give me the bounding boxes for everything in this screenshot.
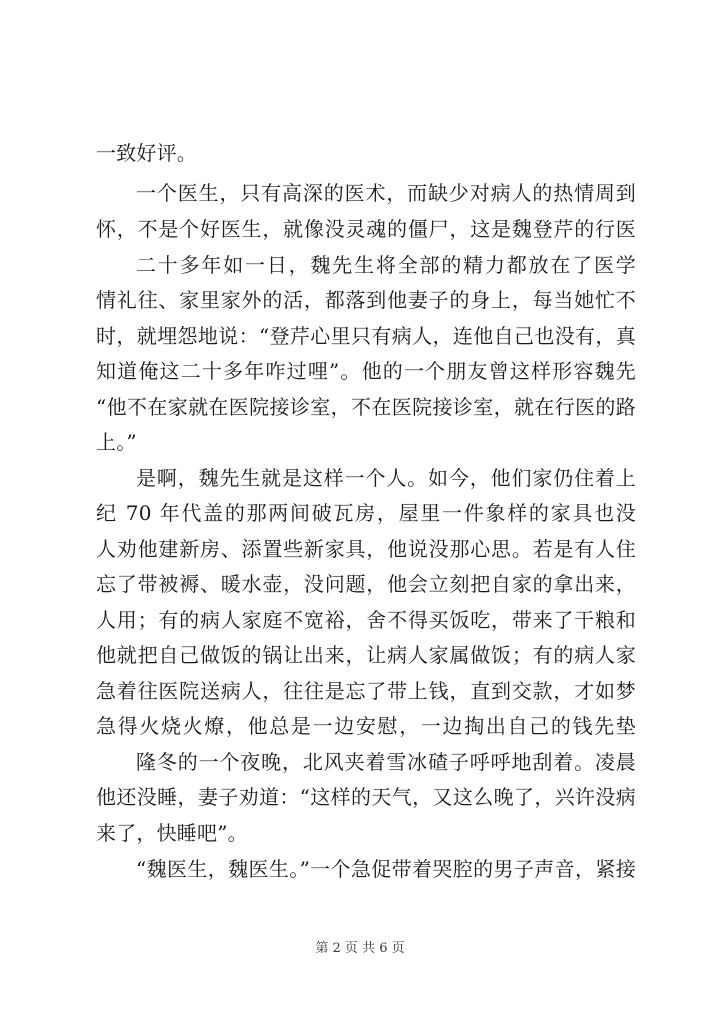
text-line: 急着往医院送病人，往往是忘了带上钱，直到交款，才如梦 bbox=[96, 679, 636, 703]
text-line: 是啊，魏先生就是这样一个人。如今，他们家仍住着上 bbox=[136, 466, 636, 490]
text-line: 二十多年如一日，魏先生将全部的精力都放在了医学 bbox=[136, 253, 636, 277]
text-line: 隆冬的一个夜晚，北风夹着雪冰碴子呼呼地刮着。凌晨 bbox=[136, 750, 636, 774]
text-line: 情礼往、家里家外的活，都落到他妻子的身上，每当她忙不 bbox=[96, 288, 636, 312]
text-line: “他不在家就在医院接诊室，不在医院接诊室，就在行医的路 bbox=[96, 395, 636, 419]
text-line: 上。” bbox=[96, 430, 137, 454]
text-line: 知道俺这二十多年咋过哩”。他的一个朋友曾这样形容魏先 bbox=[96, 359, 636, 383]
text-line: “魏医生，魏医生。”一个急促带着哭腔的男子声音，紧接 bbox=[136, 857, 636, 881]
text-line: 一个医生，只有高深的医术，而缺少对病人的热情周到 bbox=[136, 181, 636, 205]
page-number-footer: 第 2 页 共 6 页 bbox=[315, 941, 405, 956]
text-line: 一致好评。 bbox=[96, 141, 197, 165]
text-line: 人劝他建新房、添置些新家具，他说没那心思。若是有人住 bbox=[96, 537, 636, 561]
text-line: 来了，快睡吧”。 bbox=[96, 821, 248, 845]
text-line: 纪 70 年代盖的那两间破瓦房，屋里一件象样的家具也没 bbox=[96, 501, 636, 525]
text-line: 急得火烧火燎，他总是一边安慰，一边掏出自己的钱先垫 bbox=[96, 714, 636, 738]
text-line: 人用；有的病人家庭不宽裕，舍不得买饭吃，带来了干粮和 bbox=[96, 608, 636, 632]
text-line: 他还没睡，妻子劝道：“这样的天气，又这么晚了，兴许没病 bbox=[96, 785, 636, 809]
text-line: 他就把自己做饭的锅让出来，让病人家属做饭；有的病人家 bbox=[96, 643, 636, 667]
text-line: 忘了带被褥、暖水壶，没问题，他会立刻把自家的拿出来， bbox=[96, 572, 636, 596]
text-line: 怀，不是个好医生，就像没灵魂的僵尸，这是魏登芹的行医 bbox=[96, 217, 636, 241]
text-line: 时，就埋怨地说：“登芹心里只有病人，连他自己也没有，真 bbox=[96, 324, 636, 348]
